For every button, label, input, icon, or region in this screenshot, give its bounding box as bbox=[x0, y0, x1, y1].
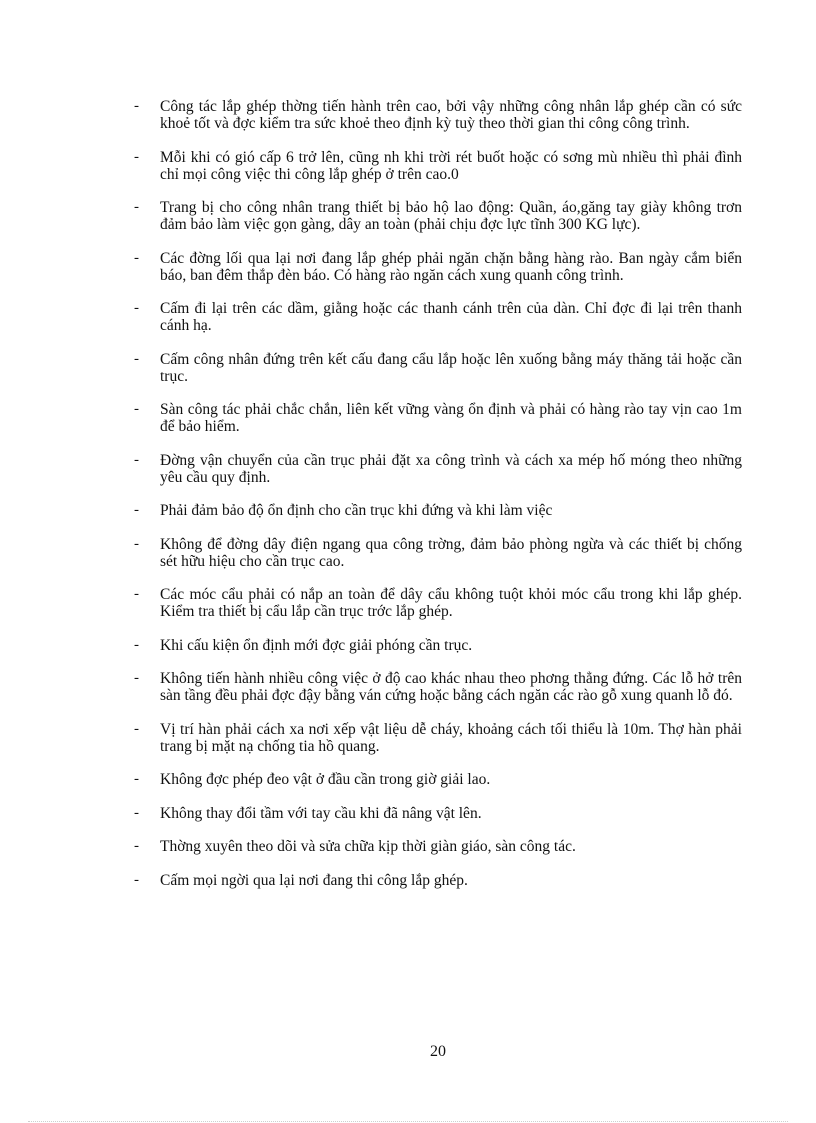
list-item bbox=[130, 771, 742, 788]
item-text: Cấm đi lại trên các dầm, giằng hoặc các thanh cánh trên của dàn. Chỉ đợc đi lại trên thanh cánh hạ. bbox=[160, 300, 742, 334]
bullet: - bbox=[134, 401, 139, 417]
list-item bbox=[130, 637, 742, 654]
list-item bbox=[130, 250, 742, 284]
item-text: Cấm mọi ngời qua lại nơi đang thi công lắp ghép. bbox=[160, 871, 468, 889]
list-item bbox=[130, 149, 742, 183]
bullet: - bbox=[134, 670, 139, 686]
list-item bbox=[130, 586, 742, 620]
list-item bbox=[130, 98, 742, 132]
list-item bbox=[130, 199, 742, 233]
bullet: - bbox=[134, 771, 139, 787]
item-text: Công tác lắp ghép thờng tiến hành trên cao, bởi vậy những công nhân lắp ghép cần có sức khoẻ tốt và đợc kiểm tra sức khoẻ theo định kỳ tuỳ theo thời gian thi công công trình. bbox=[160, 98, 742, 132]
item-text: Đờng vận chuyển của cần trục phải đặt xa công trình và cách xa mép hố móng theo những yêu cầu quy định. bbox=[160, 451, 742, 486]
item-text: Không để đờng dây điện ngang qua công trờng, đảm bảo phòng ngừa và các thiết bị chống sét hữu hiệu cho cần trục cao. bbox=[160, 535, 742, 570]
item-text: Sàn công tác phải chắc chắn, liên kết vững vàng ổn định và phải có hàng rào tay vịn cao 1m để bảo hiểm. bbox=[160, 401, 742, 435]
bullet: - bbox=[134, 148, 139, 165]
page-number: 20 bbox=[430, 1043, 446, 1060]
bullet: - bbox=[134, 98, 139, 114]
item-text: Không tiến hành nhiều công việc ở độ cao khác nhau theo phơng thẳng đứng. Các lỗ hở trên sàn tầng đều phải đợc đậy bằng ván cứng hoặc bằng cách ngăn các rào gỗ xung quanh lỗ đó. bbox=[160, 670, 742, 704]
footer-divider bbox=[28, 1121, 788, 1122]
safety-rules-list bbox=[130, 98, 742, 905]
list-item bbox=[130, 401, 742, 435]
bullet: - bbox=[134, 535, 139, 552]
item-text: Các móc cẩu phải có nắp an toàn để dây cẩu không tuột khỏi móc cẩu trong khi lắp ghép. Kiểm tra thiết bị cẩu lắp cần trục trớc lắp ghép. bbox=[160, 586, 742, 620]
bullet: - bbox=[134, 199, 139, 215]
list-item bbox=[130, 872, 742, 889]
list-item bbox=[130, 502, 742, 519]
bullet: - bbox=[134, 586, 139, 602]
bullet: - bbox=[134, 300, 139, 316]
list-item bbox=[130, 670, 742, 704]
item-text: Vị trí hàn phải cách xa nơi xếp vật liệu dễ cháy, khoảng cách tối thiểu là 10m. Thợ hàn phải trang bị mặt nạ chống tia hồ quang. bbox=[160, 720, 742, 755]
list-item bbox=[130, 452, 742, 486]
item-text: Trang bị cho công nhân trang thiết bị bảo hộ lao động: Quần, áo,găng tay giày không trơn đảm bảo làm việc gọn gàng, dây an toàn (phải chịu đợc lực tĩnh 300 KG lực). bbox=[160, 199, 742, 233]
list-item bbox=[130, 838, 742, 855]
bullet: - bbox=[134, 636, 139, 653]
item-text: Thờng xuyên theo dõi và sửa chữa kịp thời giàn giáo, sàn công tác. bbox=[160, 838, 576, 855]
list-item bbox=[130, 721, 742, 755]
item-text: Phải đảm bảo độ ổn định cho cần trục khi đứng và khi làm việc bbox=[160, 502, 553, 519]
list-item bbox=[130, 351, 742, 385]
item-text: Không thay đổi tầm với tay cầu khi đã nâng vật lên. bbox=[160, 804, 482, 822]
item-text: Mỗi khi có gió cấp 6 trở lên, cũng nh khi trời rét buốt hoặc có sơng mù nhiều thì phải đình chỉ mọi công việc thi công lắp ghép ở trên cao.0 bbox=[160, 148, 742, 183]
bullet: - bbox=[134, 804, 139, 821]
list-item bbox=[130, 536, 742, 570]
bullet: - bbox=[134, 720, 139, 737]
bullet: - bbox=[134, 838, 139, 854]
list-item bbox=[130, 805, 742, 822]
item-text: Cấm công nhân đứng trên kết cấu đang cẩu lắp hoặc lên xuống bằng máy thăng tải hoặc cần trục. bbox=[160, 350, 742, 385]
item-text: Các đờng lối qua lại nơi đang lắp ghép phải ngăn chặn bằng hàng rào. Ban ngày cắm biển báo, ban đêm thắp đèn báo. Có hàng rào ngăn cách xung quanh công trình. bbox=[160, 249, 742, 284]
item-text: Không đợc phép đeo vật ở đầu cần trong giờ giải lao. bbox=[160, 771, 491, 788]
item-text: Khi cấu kiện ổn định mới đợc giải phóng cần trục. bbox=[160, 636, 473, 654]
bullet: - bbox=[134, 502, 139, 518]
bullet: - bbox=[134, 871, 139, 888]
list-item bbox=[130, 300, 742, 334]
bullet: - bbox=[134, 249, 139, 266]
bullet: - bbox=[134, 350, 139, 367]
bullet: - bbox=[134, 451, 139, 468]
